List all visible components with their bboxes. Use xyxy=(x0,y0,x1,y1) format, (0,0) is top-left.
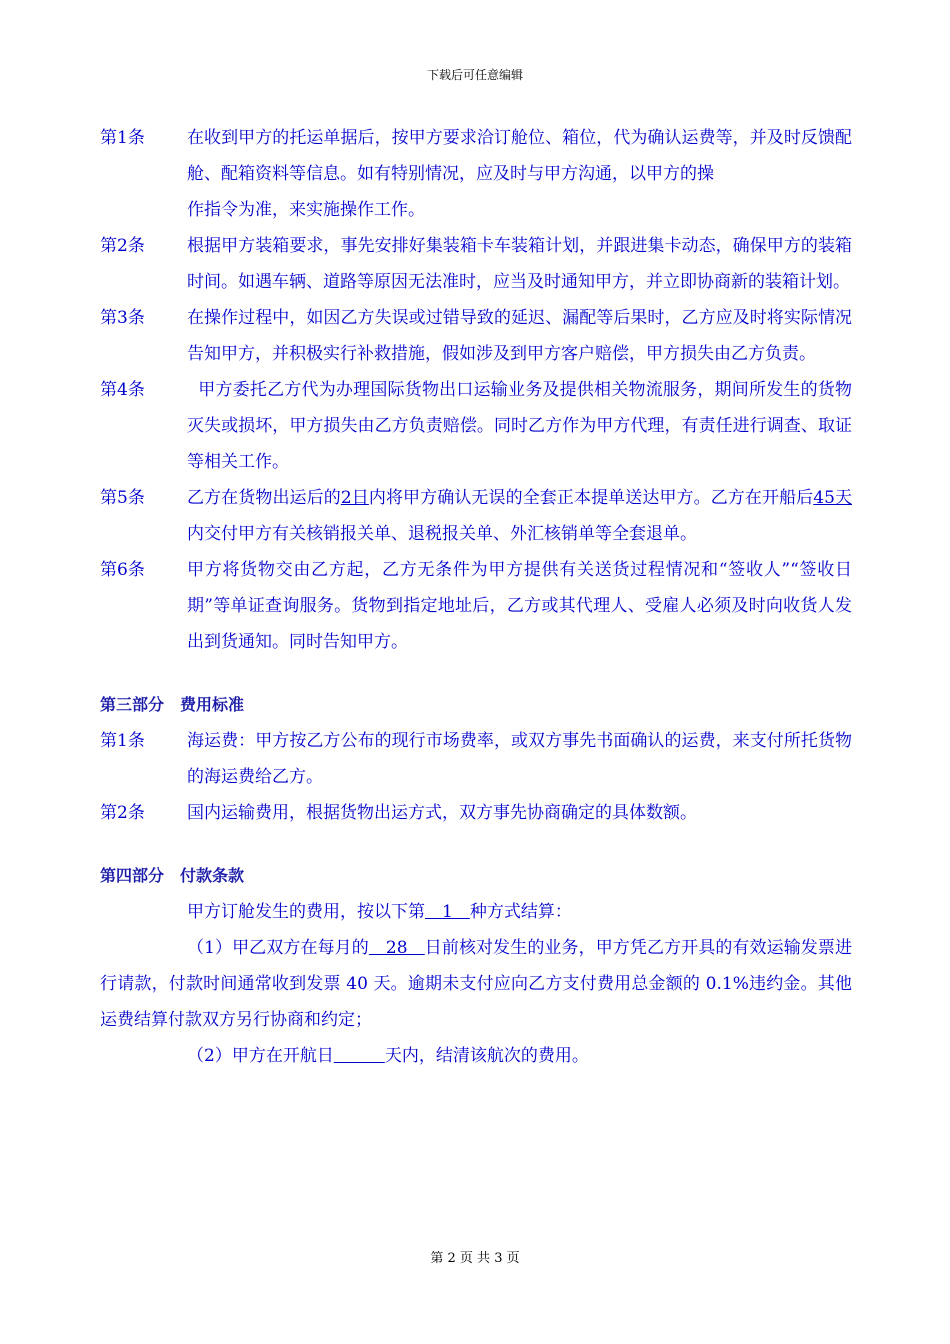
article-label: 第1条 xyxy=(100,731,145,751)
fill-blank: 1 xyxy=(425,902,470,922)
text-segment: 天内，结清该航次的费用。 xyxy=(384,1046,589,1066)
article-4 xyxy=(100,372,852,480)
article-5 xyxy=(100,480,852,552)
text-segment: 日前核对发生的业务，甲方凭乙方开具的有效运输发票进行请款，付款时间通常收到发票 40 天。逾期未支付应向乙方支付费用总金额的 0.1%违约金。其他运费结算付款双方另行协商和约定； xyxy=(100,938,852,1030)
fill-blank xyxy=(334,1046,385,1066)
article-text-cont: 作指令为准，来实施操作工作。 xyxy=(187,200,425,220)
fee-article-1 xyxy=(100,723,852,795)
article-label: 第1条 xyxy=(100,128,145,148)
article-6 xyxy=(100,552,852,660)
article-text xyxy=(187,480,852,552)
article-label: 第3条 xyxy=(100,308,145,328)
article-3 xyxy=(100,300,852,372)
fee-article-2 xyxy=(100,795,852,831)
underlined-days: 2日 xyxy=(340,488,369,508)
article-text: 在收到甲方的托运单据后，按甲方要求洽订舱位、箱位，代为确认运费等，并及时反馈配舱、配箱资料等信息。如有特别情况，应及时与甲方沟通，以甲方的操 xyxy=(187,128,852,184)
payment-option-1 xyxy=(100,930,852,1038)
section-title-part3: 第三部分 费用标准 xyxy=(100,695,245,714)
article-label: 第5条 xyxy=(100,488,145,508)
article-1 xyxy=(100,120,852,228)
article-label: 第2条 xyxy=(100,803,145,823)
payment-intro xyxy=(100,894,852,930)
fill-blank: 28 xyxy=(368,938,425,958)
article-text: 甲方将货物交由乙方起，乙方无条件为甲方提供有关送货过程情况和“签收人”“签收日期”等单证查询服务。货物到指定地址后，乙方或其代理人、受雇人必须及时向收货人发出到货通知。同时告知甲方。 xyxy=(187,560,852,652)
article-2 xyxy=(100,228,852,300)
article-text: 海运费：甲方按乙方公布的现行市场费率，或双方事先书面确认的运费，来支付所托货物的海运费给乙方。 xyxy=(187,731,852,787)
article-label: 第6条 xyxy=(100,560,145,580)
article-label: 第2条 xyxy=(100,236,145,256)
article-text: 甲方委托乙方代为办理国际货物出口运输业务及提供相关物流服务，期间所发生的货物灭失或损坏，甲方损失由乙方负责赔偿。同时乙方作为甲方代理，有责任进行调查、取证等相关工作。 xyxy=(187,380,853,472)
article-text: 根据甲方装箱要求，事先安排好集装箱卡车装箱计划，并跟进集卡动态，确保甲方的装箱时间。如遇车辆、道路等原因无法准时，应当及时通知甲方，并立即协商新的装箱计划。 xyxy=(187,236,852,292)
section-title-part4: 第四部分 付款条款 xyxy=(100,866,245,885)
payment-option-2 xyxy=(100,1038,852,1074)
page-header: 下载后可任意编辑 xyxy=(426,68,523,82)
underlined-days: 45天 xyxy=(813,488,853,508)
document-body xyxy=(100,120,852,1074)
text-segment: 内将甲方确认无误的全套正本提单送达甲方。乙方在开船后 xyxy=(368,488,814,508)
text-segment: 甲方订舱发生的费用，按以下第 xyxy=(187,902,425,922)
article-text: 在操作过程中，如因乙方失误或过错导致的延迟、漏配等后果时，乙方应及时将实际情况告知甲方，并积极实行补救措施，假如涉及到甲方客户赔偿，甲方损失由乙方负责。 xyxy=(187,308,852,364)
text-segment: （2）甲方在开航日 xyxy=(187,1046,334,1066)
text-segment: （1）甲乙双方在每月的 xyxy=(187,938,369,958)
page-footer: 第 2 页 共 3 页 xyxy=(430,1251,520,1266)
text-segment: 种方式结算： xyxy=(469,902,572,922)
text-segment: 内交付甲方有关核销报关单、退税报关单、外汇核销单等全套退单。 xyxy=(187,524,697,544)
text-segment: 乙方在货物出运后的 xyxy=(187,488,341,508)
article-text: 国内运输费用，根据货物出运方式，双方事先协商确定的具体数额。 xyxy=(187,803,697,823)
article-label: 第4条 xyxy=(100,380,145,400)
